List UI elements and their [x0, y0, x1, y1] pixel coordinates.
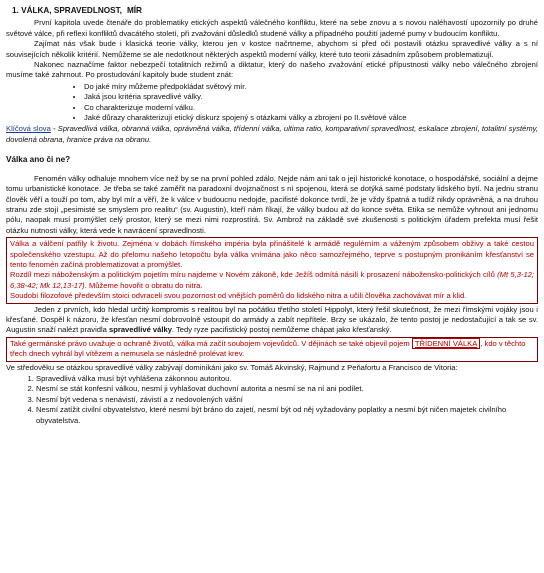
keywords-text: - Spravedlivá válka, obranná válka, oprávněná válka, třídenní válka, ultima ratio, komparativní spravedlnost, eskalace zbrojení, totalitní systémy, dovolená obrana, hranice práva na obranu. — [6, 124, 538, 144]
chapter-title-main: 1. VÁLKA, SPRAVEDLNOST, — [12, 6, 122, 15]
highlight-box-germanic-law — [6, 337, 538, 362]
box-paragraph-2 — [10, 270, 534, 291]
criteria-item: 3. Nesmí být vedena s nenávistí, závistí a z nedovolených vášní — [36, 395, 538, 405]
section-heading: Válka ano či ne? — [6, 155, 71, 165]
bible-reference: (Mt 5,3-12; 6,38-42; Mk 12,13-17) — [10, 270, 534, 290]
intro-paragraph-3: Nakonec naznačíme faktor nebezpečí totalitních režimů a diktatur, který do našeho zvažování etické přípustnosti války nebo válečného zbrojení musíme také zahrnout. Po prostudování kapitoly bude student znát: — [6, 60, 538, 80]
objective-item: • Jaké důrazy charakterizují etický diskurz spojený s otázkami války a zbrojení po II.světové válce — [84, 113, 538, 123]
section-paragraph-2 — [6, 305, 538, 336]
objectives-list — [6, 82, 538, 124]
keywords-label: Klíčová slova — [6, 124, 51, 134]
objective-item: • Do jaké míry můžeme předpokládat světový mír. — [84, 82, 538, 92]
highlight-box-history — [6, 237, 538, 303]
criteria-list — [6, 374, 538, 426]
section-paragraph-2-end: . Tedy ryze pacifistický postoj nemůžeme chápat jako křesťanský. — [171, 325, 392, 335]
box-paragraph-2-text: Rozdíl mezi náboženským a politickým pojetím míru najdeme v Novém zákoně, kde Ježíš odmítá násilí k prosazení nábožensko-politických cílů — [10, 270, 495, 280]
section-paragraph-2-text: Jeden z prvních, kdo hledal určitý kompromis s realitou byl na počátku třetího století Hippolyt, který řešil skutečnost, že mezi římskými vojáky jsou i křesťané. Dospěl k názoru, že křesťan nesmí dobrovolně vstoupit do armády a zabít nepřítele. Brzy se ukázalo, že tento postoj je nedostačující a tak se sv. Augustin snaží nalézt pravidla — [6, 304, 538, 335]
section-paragraph-1: Fenomén války odhaluje mnohem více než by se na první pohled zdálo. Nejde nám ani tak o její historické konotace, o hospodářské, sociální a dejme tomu urbanistické konotace. Je třeba se také zaměřit na paradoxní dvojznačnost s ní spojenou, která se dotýká samé podstaty lidského bytí. Na jednu stranu člověk věří a touží po tom, aby byl mír a věří, že k válce v budoucnu nedojde, pacifisté dokonce tvrdí, že je vždy špatná a tudíž nikdy oprávněná, a na druhou stranu zde stojí „pesimisté se smyslem pro realitu“ (sv. Augustin), kteří nám říkají, že války budou až do konce světa. Etika se nemůže vyhnout ani jednomu pólu, naopak musí promýšlet celý prostor, který se mezi nimi rozprostírá. Sv. Ambrož na základě své zkušenosti s politickým úřadem prefekta musí řešit otázku nutnosti války, která vede k navrácení spravedlnosti. — [6, 173, 538, 235]
box-paragraph-3: Soudobí filozofové především stoici odvraceli svou pozornost od vnějších poměrů do lidského nitra a učili člověka zachovávat mír a klid. — [10, 291, 467, 301]
box2-text-end: , kdo v těchto třech dnech vyhrál byl vítězem a nemusela se následně prolévat krev. — [10, 338, 526, 359]
section-paragraph-3: Ve středověku se otázkou spravedlivé války zabývají dominikáni jako sv. Tomáš Akvinský, Rajmund z Peňafortu a Francisco de Vitoria: — [6, 362, 458, 372]
intro-paragraph-2: Zajímat nás však bude i klasická teorie války, kterou jen v kostce načrtneme, abychom si před oči postavili otázku spravedlivé války a s ní souvisejících několik kritérií. Nemůžeme se ale nedotknout některých aspektů moderní války, které tuto teorii zásadním způsobem problematizují. — [6, 39, 538, 59]
box2-text: Také germánské právo uvažuje o ochraně životů, válka má začít soubojem vojevůdců. V dějinách se také objevil pojem — [10, 338, 410, 348]
chapter-title-mir: MÍR — [126, 6, 142, 15]
box-paragraph-1: Válka a válčení patřily k životu. Zejména v dobách římského impéria byla přinášitelé k armádě regulérním a váženým způsobem obživy a také cestou společenského vzestupu. Až do přelomu našeho letopočtu byla válka vnímána jako něco samozřejmého, teprve s postupným pronikáním křesťanství se tento fenomén začíná problematizovat a promýšlet. — [10, 239, 534, 269]
document-page — [6, 6, 538, 426]
objective-item: • Co charakterizuje moderní válku. — [84, 103, 538, 113]
objective-item: • Jaká jsou kritéria spravedlivé války. — [84, 92, 538, 102]
intro-paragraph-1: První kapitola uvede čtenáře do problematiky etických aspektů válečného konfliktu, které na sebe znovu a s novou naléhavostí upozornily po druhé světové válce, při reflexi konfliktů dvacátého století, při zvažování důsledků studené války a případného použití jaderné pumy v budoucím konfliktu. — [6, 18, 538, 38]
three-day-war-term: TŘÍDENNÍ VÁLKA — [412, 338, 480, 349]
chapter-title — [12, 6, 538, 16]
keywords — [6, 124, 538, 145]
box-paragraph-2-end: . Můžeme hovořit o obratu do nitra. — [84, 280, 203, 290]
criteria-item: 2. Nesmí se stát konfesní válkou, nesmí ji vyhlašovat duchovní autorita a nesmí se na ní ani podílet. — [36, 384, 538, 394]
just-war-term: spravedlivé války — [109, 325, 172, 335]
criteria-item: 1. Spravedlivá válka musí být vyhlášena zákonnou autoritou. — [36, 374, 538, 384]
criteria-item: 4. Nesmí zatížit civilní obyvatelstvo, které nesmí být bráno do zajetí, nesmí být od něj vyžadovány poplatky a nesmí být ničen majetek civilního obyvatelstva. — [36, 405, 538, 426]
